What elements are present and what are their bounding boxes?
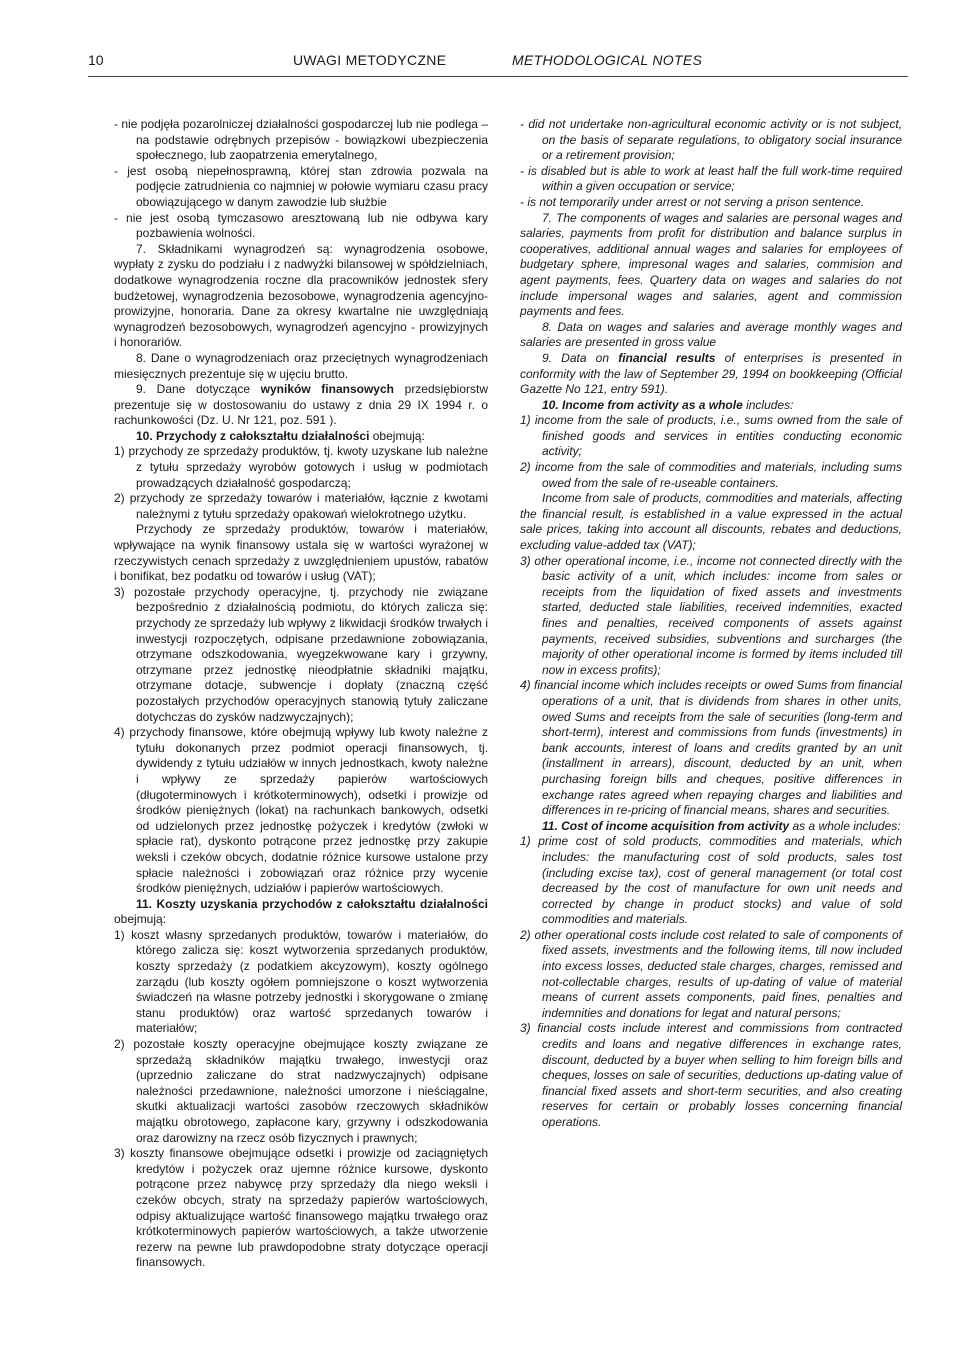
paragraph — [520, 819, 902, 835]
paragraph — [114, 242, 488, 351]
polish-text-column — [114, 117, 488, 1271]
paragraph-text: 2) other operational costs include cost related to sale of components of fixed assets, investments and the following items, till now included into excess losses, deducted stale charges, charges, remissed and not-collectable charges, results of up-dating of value of material means of current assets components, paid fines, penalties and indemnities and donations for legat and natural persons; — [520, 927, 902, 1020]
paragraph-text: 2) income from the sale of commodities and materials, including sums owed from the sale of re-useable containers. — [520, 460, 902, 490]
bold-term: 11. Koszty uzyskania przychodów z całokształtu działalności — [136, 896, 488, 911]
paragraph-text: - jest osobą niepełnosprawną, której stan zdrowia pozwala na podjęcie zatrudnienia co najmniej w połowie wymiaru czasu pracy obowiązującego w danym zawodzie lub służbie — [114, 163, 488, 209]
paragraph-text: przedsiębiorstw prezentuje się w dostosowaniu do ustawy z dnia 29 IX 1994 r. o rachunkowości (Dz. U. Nr 121, poz. 591 ). — [114, 382, 489, 428]
paragraph-text: 3) koszty finansowe obejmujące odsetki i prowizje od zaciągniętych kredytów i pożyczek oraz ujemne różnice kursowe, dyskonto potrącone przez nabywcę przy sprzedaży dla niego weksli i czeków obcych, straty na sprzedaży papierów wartościowych, odpisy aktualizujące wartość finansowego majątku trwałego oraz krótkoterminowych papierów wartościowych, a także utworzenie rezerw na pewne lub prawdopodobne straty dotyczące operacji finansowych. — [114, 1146, 488, 1270]
paragraph — [520, 117, 902, 164]
paragraph-text: 4) financial income which includes receipts or owed Sums from financial operations of a unit, that is dividends from shares in other units, owed Sums and receipts from the sale of securities (long-term and short-term), interest and commissions from funds (investments) in bank accounts, interest of loans and credits granted by an unit (installment in arrears), discount, deducted by an unit, when purchasing foreign bills and cheques, positive differences in exchange rates agreed when repaying charges and liabilities and differences in re-pricing of financial means, shares and securities. — [520, 678, 902, 818]
paragraph — [520, 1021, 902, 1130]
paragraph-text: 8. Data on wages and salaries and average monthly wages and salaries are presented in gross value — [520, 319, 902, 350]
paragraph-text: - is not temporarily under arrest or not serving a prison sentence. — [520, 194, 865, 209]
paragraph-text: 1) koszt własny sprzedanych produktów, towarów i materiałów, do którego zalicza się: koszt wytworzenia sprzedanych produktów, koszty sprzedaży (z podatkiem akcyzowym), koszty ogólnego zarządu (lub koszty ogółem pomniejszone o koszt wytworzenia świadczeń na własne potrzeby jednostki i skorygowane o zmianę stanu produktów) oraz wartość sprzedanych towarów i materiałów; — [114, 927, 488, 1036]
paragraph — [114, 725, 488, 897]
paragraph — [114, 382, 488, 429]
paragraph — [520, 460, 902, 491]
paragraph — [114, 1146, 488, 1271]
paragraph — [114, 351, 488, 382]
paragraph — [114, 897, 488, 928]
paragraph-text: 3) financial costs include interest and commissions from contracted credits and loans and negative differences in exchange rates, discount, deducted by a buyer when selling to him foreign bills and cheques, losses on sale of securities, deductions up-dating value of financial fixed assets and short-term securities, and also creating reserves for certain or probably losses concerning financial operations. — [520, 1021, 902, 1129]
paragraph — [520, 928, 902, 1022]
bold-term: 10. Przychody z całokształtu działalności — [136, 428, 370, 443]
paragraph-text: 3) other operational income, i.e., income not connected directly with the basic activity of a unit, which includes: income from sales or receipts from the liquidation of fixed assets and investments started, deducted stale liabilities, received indemnities, exacted fines and penalties, received components of assets against payments, received subsidies, subventions and surcharges (the majority of other operational income is formed by items included till now in excess profits); — [520, 553, 902, 677]
paragraph-lead: 9. Data on — [542, 350, 619, 365]
header-rule — [88, 76, 908, 77]
paragraph-text: 7. The components of wages and salaries are personal wages and salaries, payments from profit for distribution and balance surplus in cooperatives, additional annual wages and salaries for employees of budgetary sphere, impresonal wages and salaries, commision and agent payments, fees. Quartery data on wages and salaries do not include impersonal wages and salaries, agent and commission payments and fees. — [520, 210, 902, 319]
paragraph — [520, 164, 902, 195]
paragraph-text: Przychody ze sprzedaży produktów, towarów i materiałów, wpływające na wynik finansowy ustala się w wartości wyrażonej w rzeczywistych cenach sprzedaży z uwzględnieniem upustów, rabatów i bonifikat, bez podatku od towarów i usług (VAT); — [114, 522, 488, 584]
paragraph — [114, 928, 488, 1037]
paragraph — [520, 554, 902, 679]
paragraph-text: - is disabled but is able to work at least half the full work-time required within a given occupation or service; — [520, 163, 902, 194]
paragraph-text: 8. Dane o wynagrodzeniach oraz przeciętnych wynagrodzeniach miesięcznych prezentuje się w ujęciu brutto. — [114, 350, 488, 381]
paragraph — [520, 398, 902, 414]
paragraph-text: - did not undertake non-agricultural economic activity or is not subject, on the basis of separate regulations, to obligatory social insurance or a retirement provision; — [520, 117, 902, 163]
paragraph-text: obejmują: — [114, 912, 167, 927]
paragraph — [520, 413, 902, 460]
paragraph-text: 3) pozostałe przychody operacyjne, tj. przychody nie związane bezpośrednio z działalnością podmiotu, do których zalicza się: przychody ze sprzedaży lub wpływy z likwidacji środków trwałych i inwestycji rozpoczętych, odpisane przedawnione zobowiązania, otrzymane odszkodowania, wyegzekwowane kary i grzywny, otrzymane przez jednostkę nieodpłatnie składniki majątku, otrzymane dotacje, subwencje i dopłaty (znaczną część pozostałych przychodów operacyjnych stanowią tytuły zaliczane dotychczas do zysków nadzwyczajnych); — [114, 584, 488, 724]
bold-term: financial results — [618, 350, 716, 365]
bold-term: wyników finansowych — [260, 382, 394, 397]
paragraph — [520, 678, 902, 818]
paragraph — [114, 211, 488, 242]
paragraph — [114, 444, 488, 491]
paragraph-text: obejmują: — [369, 428, 425, 443]
paragraph-text: 4) przychody finansowe, które obejmują wpływy lub kwoty należne z tytułu dokonanych przez podmiot operacji finansowych, tj. dywidendy z tytułu udziałów w innych jednostkach, kwoty należne i wpływy ze sprzedaży papierów wartościowych (długoterminowych i krótkoterminowych), odsetki i prowizje od środków pieniężnych (lokat) na rachunkach bankowych, odsetki od udzielonych przez jednostkę pożyczek i kredytów (zwłoki w spłacie rat), dyskonto potrącone przez jednostkę przy zakupie weksli i czeków obcych, dodatnie różnice kursowe ustalone przy spłacie należności i zobowiązań oraz różnice przy wycenie środków pieniężnych, udziałów i papierów wartościowych. — [114, 725, 488, 896]
paragraph-text: 1) przychody ze sprzedaży produktów, tj. kwoty uzyskane lub należne z tytułu sprzedaży wyrobów gotowych i usług w podmiotach prowadzących działalność gospodarczą; — [114, 444, 488, 490]
header-title-english: METHODOLOGICAL NOTES — [512, 52, 703, 68]
header-title-polish: UWAGI METODYCZNE — [293, 52, 447, 68]
paragraph — [114, 585, 488, 725]
paragraph — [520, 211, 902, 320]
paragraph — [114, 491, 488, 522]
paragraph — [520, 834, 902, 928]
paragraph-text: 2) pozostałe koszty operacyjne obejmujące koszty związane ze sprzedażą składników majątku trwałego, inwestycji oraz (uprzednio zaliczane do strat nadzwyczajnych) odpisane należności przedawnione, należności umorzone i nieściągalne, skutki aktualizacji wartości zasobów rzeczowych składników majątku obrotowego, zapłacone kary, grzywny i odszkodowania oraz darowizny na rzecz osób fizycznych i prawnych; — [114, 1037, 488, 1145]
paragraph — [114, 117, 488, 164]
paragraph-text: 2) przychody ze sprzedaży towarów i materiałów, łącznie z kwotami należnymi z tytułu sprzedaży opakowań wielokrotnego użytku. — [114, 491, 488, 521]
paragraph-text: - nie jest osobą tymczasowo aresztowaną lub nie odbywa kary pozbawienia wolności. — [114, 210, 488, 241]
english-text-column — [520, 117, 902, 1131]
paragraph — [520, 195, 902, 211]
paragraph — [520, 351, 902, 398]
paragraph-text: 1) prime cost of sold products, commodities and materials, which includes: the manufacturing cost of sold products, sales tost (including excise tax), cost of general management (or total cost decreased by the cost of manufacture for own unit needs and corrected by change in product stocks) and value of sold commodities and materials. — [520, 834, 902, 927]
page-number: 10 — [88, 52, 104, 68]
paragraph — [114, 164, 488, 211]
paragraph — [114, 1037, 488, 1146]
bold-term: 11. Cost of income acquisition from activity — [542, 818, 790, 833]
paragraph-text: includes: — [742, 397, 794, 412]
paragraph — [520, 491, 902, 553]
paragraph-lead: 9. Dane dotyczące — [136, 382, 261, 397]
paragraph — [114, 429, 488, 445]
paragraph-text: - nie podjęła pozarolniczej działalności gospodarczej lub nie podlega – na podstawie odrębnych przepisów - bowiązkowi ubezpieczenia społecznego, lub zaopatrzenia emerytalnego, — [114, 117, 488, 163]
paragraph-text: 7. Składnikami wynagrodzeń są: wynagrodzenia osobowe, wypłaty z zysku do podziału i z nadwyżki bilansowej w spółdzielniach, dodatkowe wynagrodzenia roczne dla pracowników jednostek sfery budżetowej, wynagrodzenia bezosobowe, wynagrodzenia agencyjno-prowizyjne, honoraria. Dane za okresy kwartalne nie uwzględniają wynagrodzeń bezosobowych, wynagrodzeń agencyjno - prowizyjnych i honorariów. — [114, 241, 488, 350]
paragraph-text: of enterprises is presented in conformity with the law of September 29, 1994 on bookkeeping (Official Gazette No 121, entry 591). — [520, 350, 902, 397]
paragraph — [520, 320, 902, 351]
paragraph-text: 1) income from the sale of products, i.e., sums owned from the sale of finished goods and services in entities conducting economic activity; — [520, 413, 902, 459]
page-header — [88, 52, 908, 74]
paragraph-text: as a whole includes: — [789, 818, 901, 833]
bold-term: 10. Income from activity as a whole — [542, 397, 743, 412]
paragraph-text: Income from sale of products, commodities and materials, affecting the financial result, is established in a value expressed in the actual sale prices, taking into account all discounts, rebates and deductions, excluding value-added tax (VAT); — [520, 491, 902, 553]
paragraph — [114, 522, 488, 584]
